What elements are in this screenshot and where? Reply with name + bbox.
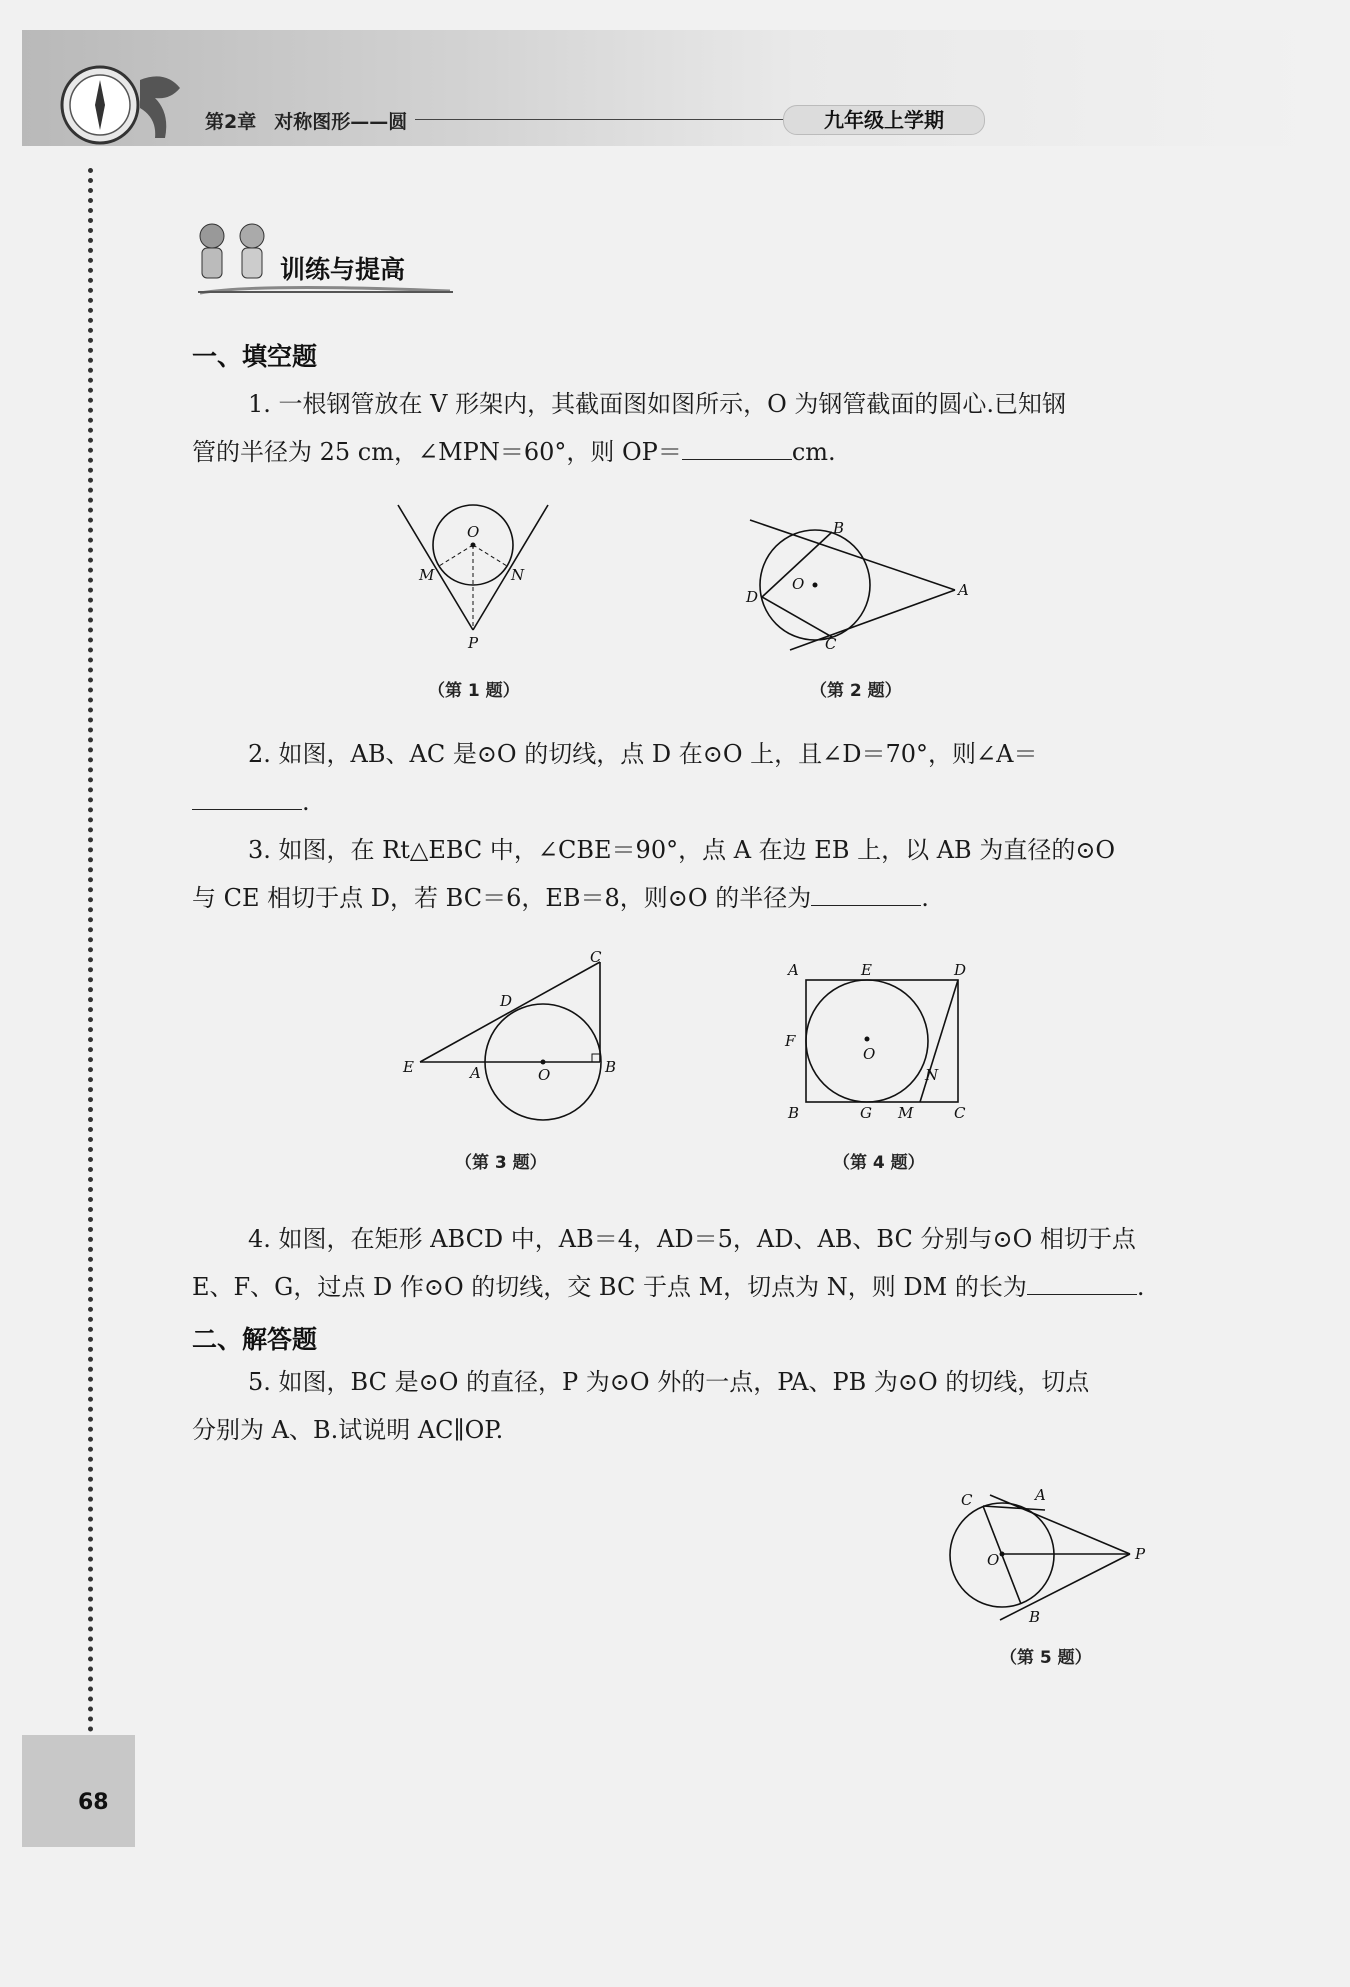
answer-blank-4[interactable] [1027, 1274, 1137, 1295]
fig1-label-N: N [511, 566, 525, 584]
fig3-label-B: B [605, 1058, 617, 1076]
fig2-label-C: C [825, 635, 837, 653]
figure-5-caption: （第 5 题） [1000, 1648, 1092, 1668]
grade-badge: 九年级上学期 [783, 105, 985, 135]
fig4-label-B: B [788, 1104, 800, 1122]
figure-2-caption: （第 2 题） [810, 681, 902, 701]
figure-3-caption: （第 3 题） [455, 1153, 547, 1173]
fig2-label-O: O [792, 575, 805, 593]
problem-5: 5. 如图，BC 是⊙O 的直径，P 为⊙O 外的一点，PA、PB 为⊙O 的切线，切点 分别为 A、B.试说明 AC∥OP. [192, 1368, 1090, 1444]
section-title: 训练与提高 [280, 255, 406, 284]
fig5-label-P: P [1135, 1545, 1146, 1563]
fig1-label-P: P [468, 634, 479, 652]
problem-4: 4. 如图，在矩形 ABCD 中，AB＝4，AD＝5，AD、AB、BC 分别与⊙O 相切于点 E、F、G，过点 D 作⊙O 的切线，交 BC 于点 M，切点为 N，则 DM 的长为 . [192, 1225, 1145, 1301]
fig3-label-O: O [538, 1066, 551, 1084]
fig4-label-G: G [860, 1104, 872, 1122]
problem-3: 3. 如图，在 Rt△EBC 中，∠CBE＝90°，点 A 在边 EB 上，以 AB 为直径的⊙O 与 CE 相切于点 D，若 BC＝6，EB＝8，则⊙O 的半径为 . [192, 836, 1116, 912]
fig2-label-D: D [746, 588, 759, 606]
fig4-label-A: A [788, 961, 799, 979]
fig4-label-O: O [863, 1045, 876, 1063]
fig2-label-A: A [958, 581, 969, 599]
figure-2 [740, 515, 975, 655]
figure-3 [400, 950, 625, 1130]
problem-2: 2. 如图，AB、AC 是⊙O 的切线，点 D 在⊙O 上，且∠D＝70°，则∠A＝ . [192, 730, 1182, 826]
fig4-label-D: D [954, 961, 967, 979]
fig3-label-D: D [500, 992, 513, 1010]
fig4-label-N: N [925, 1066, 939, 1084]
dotted-margin [88, 168, 93, 1733]
fig5-label-C: C [961, 1491, 973, 1509]
fig4-label-E: E [861, 961, 872, 979]
fig3-label-A: A [470, 1064, 481, 1082]
fig4-label-F: F [785, 1032, 796, 1050]
fig1-label-M: M [419, 566, 435, 584]
compass-runner-icon [55, 60, 205, 150]
figure-1 [395, 500, 555, 660]
fig1-label-O: O [467, 523, 480, 541]
page-number: 68 [78, 1790, 109, 1815]
fig5-label-B: B [1029, 1608, 1041, 1626]
fig4-label-M: M [898, 1104, 914, 1122]
figure-1-caption: （第 1 题） [428, 681, 520, 701]
section-rule [198, 291, 453, 293]
figure-5 [935, 1480, 1155, 1630]
answer-blank-2[interactable] [192, 789, 302, 810]
part2-heading: 二、解答题 [192, 1325, 318, 1354]
part1-heading: 一、填空题 [192, 342, 318, 371]
fig2-label-B: B [833, 519, 845, 537]
fig3-label-C: C [590, 948, 602, 966]
answer-blank-1[interactable] [682, 439, 792, 460]
figure-4 [780, 955, 980, 1125]
fig3-label-E: E [403, 1058, 414, 1076]
answer-blank-3[interactable] [811, 885, 921, 906]
fig5-label-O: O [987, 1551, 1000, 1569]
problem-1: 1. 一根钢管放在 V 形架内，其截面图如图所示，O 为钢管截面的圆心.已知钢 管的半径为 25 cm，∠MPN＝60°，则 OP＝ cm. [192, 390, 1067, 466]
figure-4-caption: （第 4 题） [833, 1153, 925, 1173]
header-rule [415, 119, 783, 120]
chapter-label: 第2章 对称图形——圆 [205, 111, 408, 133]
fig4-label-C: C [954, 1104, 966, 1122]
fig5-label-A: A [1035, 1486, 1046, 1504]
